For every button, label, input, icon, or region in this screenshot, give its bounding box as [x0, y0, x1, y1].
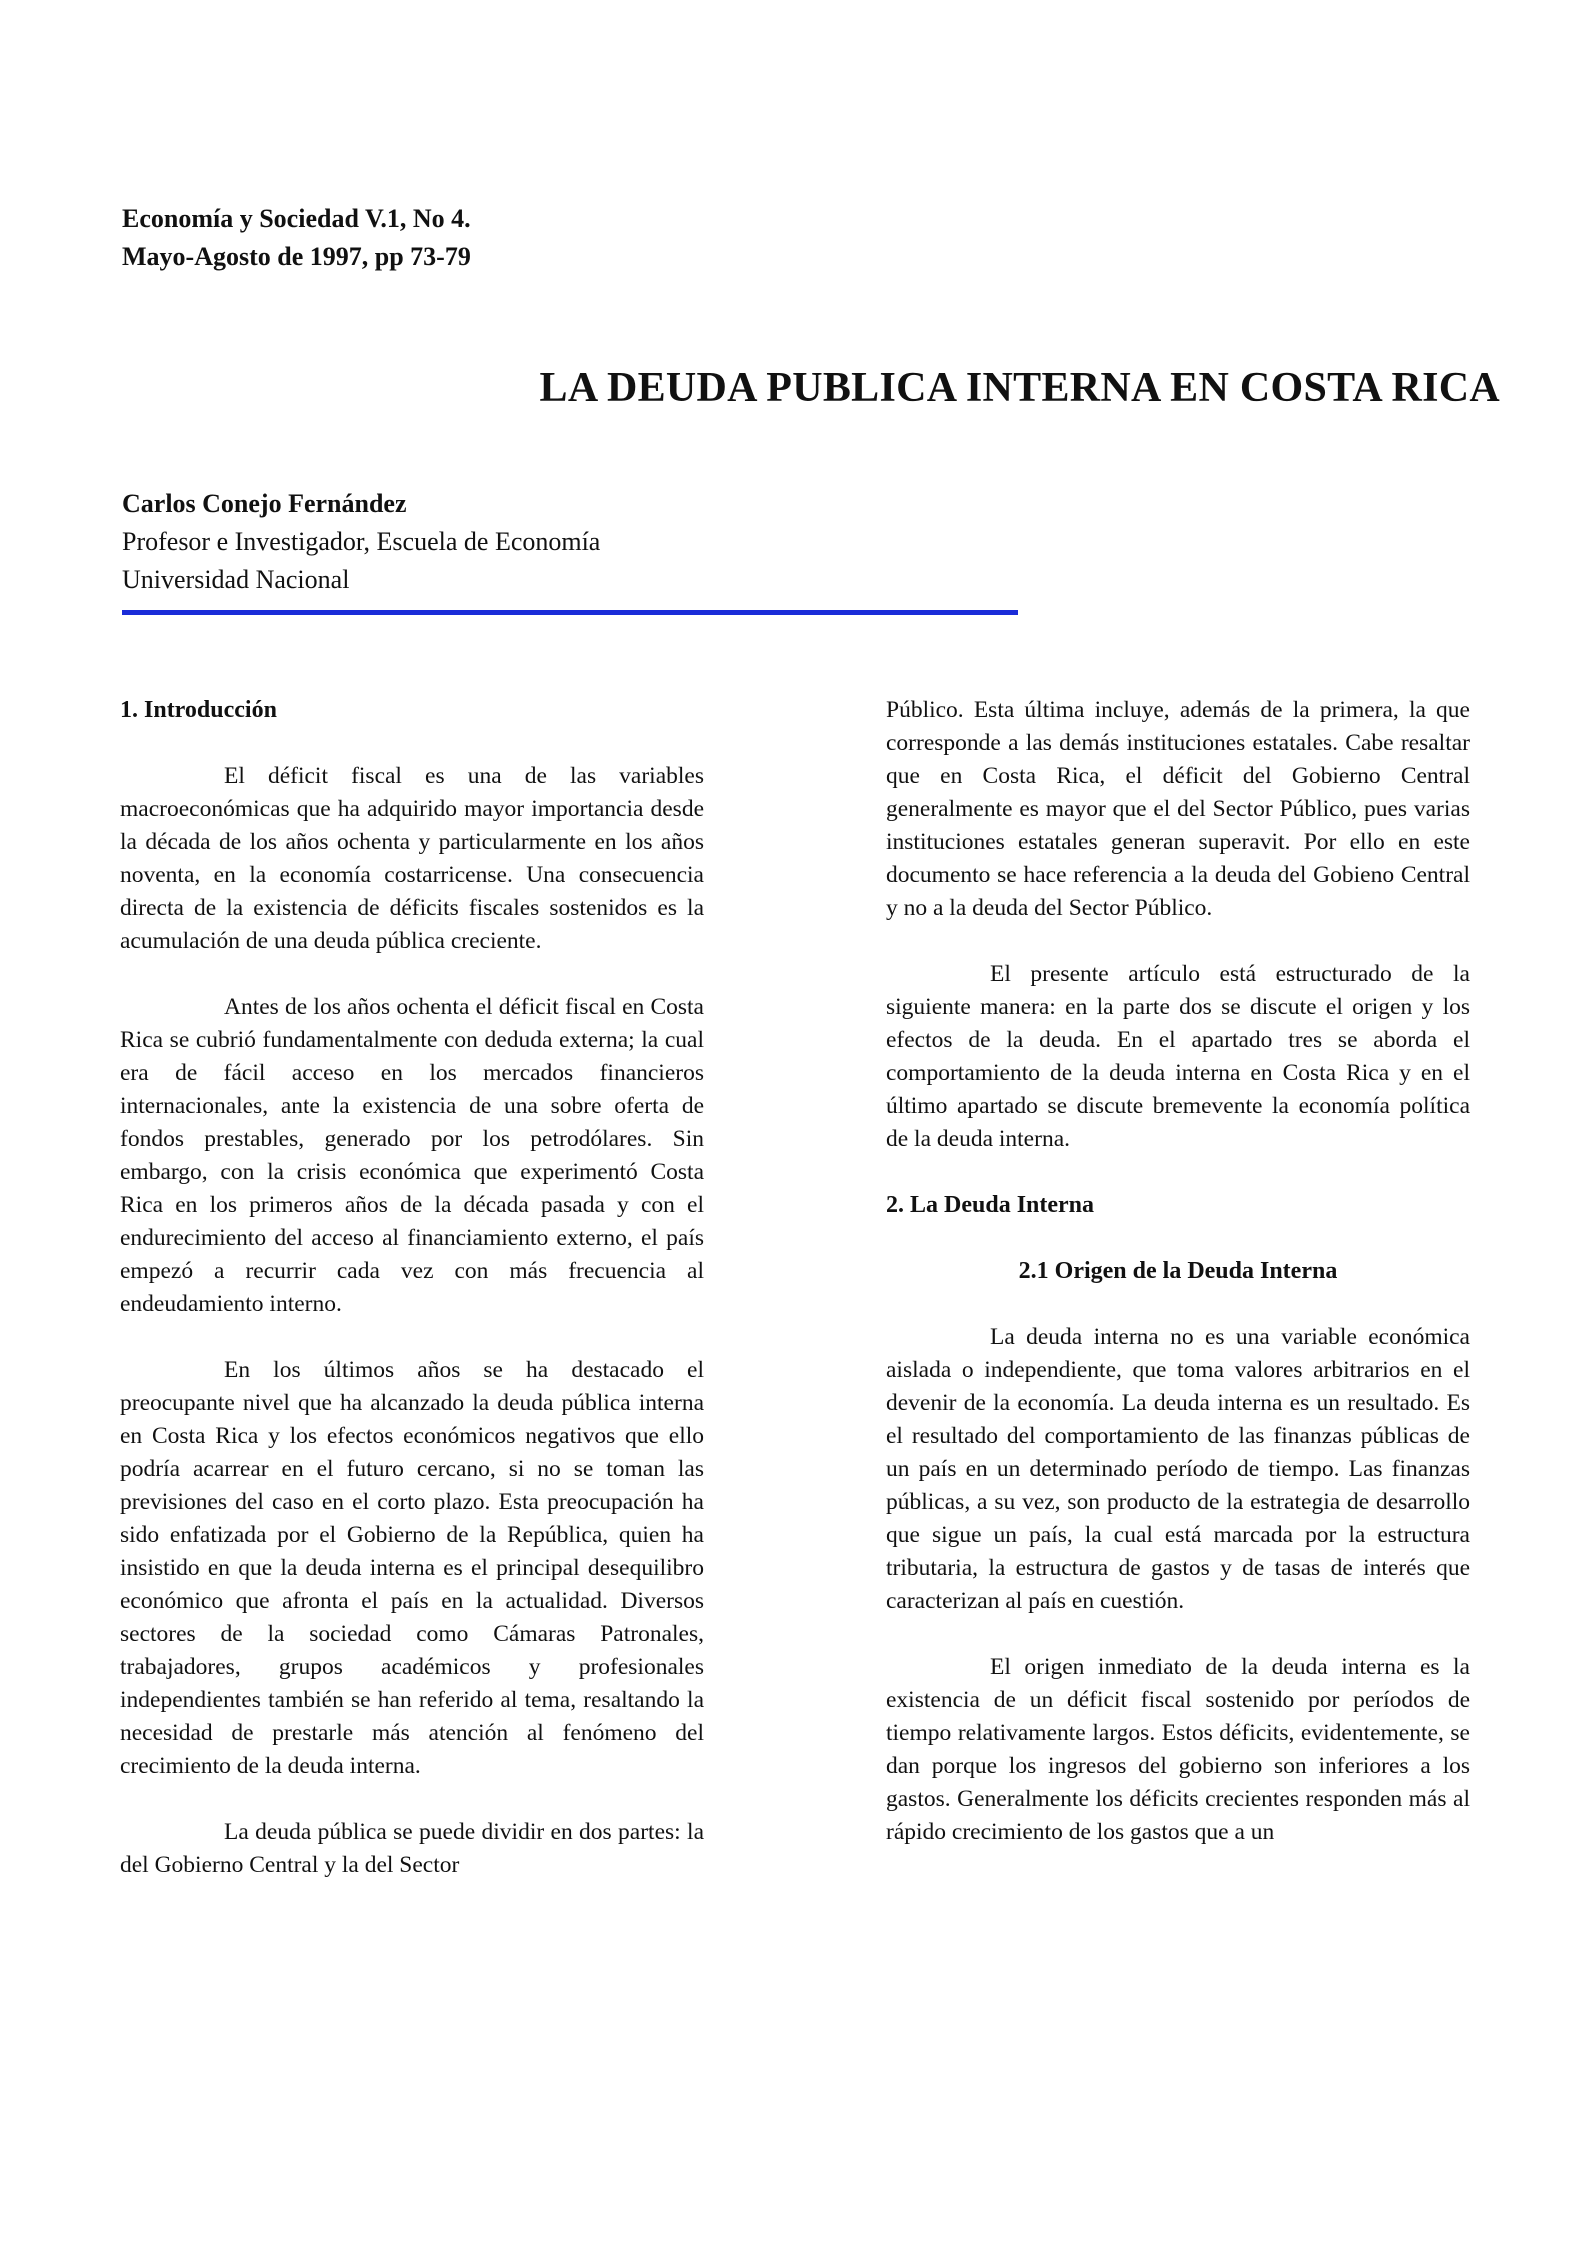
paragraph: La deuda interna no es una variable económica aislada o independiente, que toma valores arbitrarios en el devenir de la economía. La deuda interna es un resultado. Es el resultado del comportamiento de las finanzas públicas de un país en un determinado período de tiempo. Las finanzas públicas, a su vez, son producto de la estrategia de desarrollo que sigue un país, la cual está marcada por la estructura tributaria, la estructura de gastos y de tasas de interés que caracterizan al país en cuestión. [886, 1324, 1470, 1614]
paragraph: Antes de los años ochenta el déficit fiscal en Costa Rica se cubrió fundamentalmente con deduda externa; la cual era de fácil acceso en los mercados financieros internacionales, ante la existencia de una sobre oferta de fondos prestables, generado por los petrodólares. Sin embargo, con la crisis económica que experimentó Costa Rica en los primeros años de la década pasada y con el endurecimiento del acceso al financiamiento externo, el país empezó a recurrir cada vez con más frecuencia al endeudamiento interno. [120, 994, 704, 1317]
journal-citation [122, 200, 471, 276]
paragraph: El presente artículo está estructurado de la siguiente manera: en la parte dos se discute el origen y los efectos de la deuda. En el apartado tres se aborda el comportamiento de la deuda interna en Costa Rica y en el último apartado se discute bremevente la economía política de la deuda interna. [886, 961, 1470, 1152]
journal-volume: Economía y Sociedad V.1, No 4. [122, 204, 471, 233]
section-heading-introduccion: 1. Introducción [120, 697, 277, 723]
paragraph: El origen inmediato de la deuda interna es la existencia de un déficit fiscal sostenido por períodos de tiempo relativamente largos. Estos déficits, evidentemente, se dan porque los ingresos del gobierno son inferiores a los gastos. Generalmente los déficits crecientes responden más al rápido crecimiento de los gastos que a un [886, 1654, 1470, 1845]
paragraph: El déficit fiscal es una de las variables macroeconómicas que ha adquirido mayor importancia desde la década de los años ochenta y particularmente en los años noventa, en la economía costarricense. Una consecuencia directa de la existencia de déficits fiscales sostenidos es la acumulación de una deuda pública creciente. [120, 763, 704, 954]
section-heading-deuda-interna: 2. La Deuda Interna [886, 1192, 1095, 1218]
header-divider [122, 610, 1018, 615]
author-name: Carlos Conejo Fernández [122, 489, 407, 518]
paragraph-continuation: Público. Esta última incluye, además de la primera, la que corresponde a las demás instituciones estatales. Cabe resaltar que en Costa Rica, el déficit del Gobierno Central generalmente es mayor que el del Sector Público, pues varias instituciones estatales generan superavit. Por ello en este documento se hace referencia a la deuda del Gobieno Central y no a la deuda del Sector Público. [886, 697, 1470, 921]
author-block [122, 485, 600, 599]
paragraph: En los últimos años se ha destacado el preocupante nivel que ha alcanzado la deuda pública interna en Costa Rica y los efectos económicos negativos que ello podría acarrear en el futuro cercano, si no se toman las previsiones del caso en el corto plazo. Esta preocupación ha sido enfatizada por el Gobierno de la República, quien ha insistido en que la deuda interna es el principal desequilibro económico que afronta el país en la actualidad. Diversos sectores de la sociedad como Cámaras Patronales, trabajadores, grupos académicos y profesionales independientes también se han referido al tema, resaltando la necesidad de prestarle más atención al fenómeno del crecimiento de la deuda interna. [120, 1357, 704, 1779]
subsection-heading-origen: 2.1 Origen de la Deuda Interna [1018, 1258, 1338, 1284]
right-column [886, 694, 1470, 1882]
left-column [120, 694, 704, 1915]
author-institution: Universidad Nacional [122, 565, 350, 594]
author-position: Profesor e Investigador, Escuela de Economía [122, 527, 601, 556]
article-title: LA DEUDA PUBLICA INTERNA EN COSTA RICA [539, 365, 1500, 411]
paragraph: La deuda pública se puede dividir en dos partes: la del Gobierno Central y la del Sector [120, 1819, 704, 1878]
journal-date-pages: Mayo-Agosto de 1997, pp 73-79 [122, 242, 471, 271]
